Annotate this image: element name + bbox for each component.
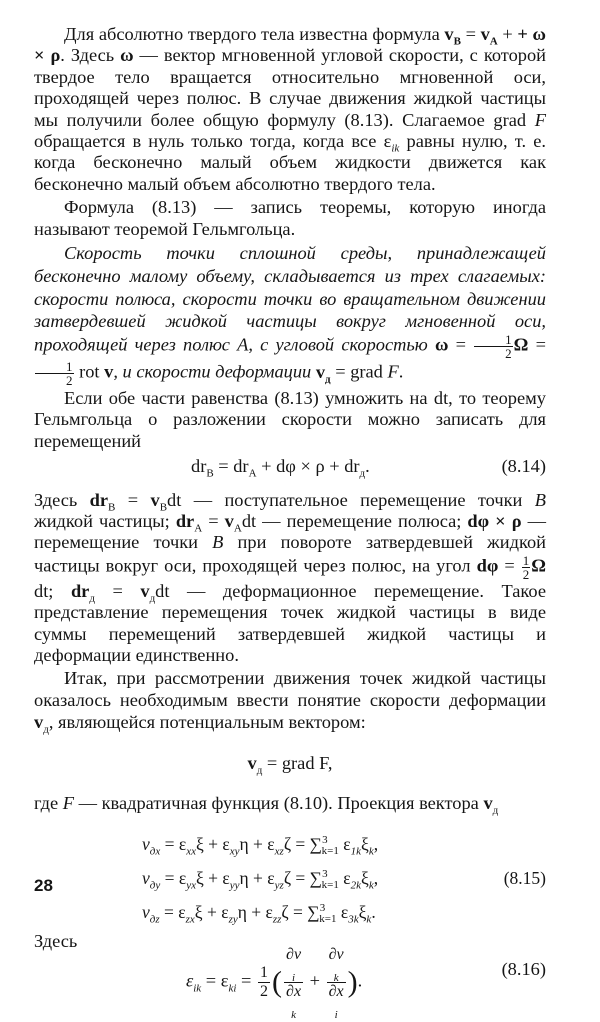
vector-vB: $v_B$: [444, 24, 461, 48]
paragraph-3-italic: Скорость точки сплошной среды, принадлежащей бесконечно малому объему, складывается из трех слагаемых: скорости полюса, скорости точки во вращательном движении затвердевшей жидкой частицы вокруг мгновенной оси, проходящей через полюс A, с угловой скоростью ω = $\frac{1}{2}$ Ω = $\frac{1}{2}$ rot v, и скорости деформации $v_д$ = grad F.: [34, 243, 546, 388]
paragraph-5: Здесь $dr_B = v_Bdt$ — поступательное перемещение точки B жидкой частицы; $dr_A = v_Adt$ — перемещение полюса; dφ × ρ — перемещение точки B при повороте затвердевшей жидкой частицы вокруг оси, проходящей через полюс, на угол dφ = $\frac{1}{2}$ Ω dt; $dr_д = v_дdt$ — деформационное перемещение. Такое представление перемещения точек жидкой частицы в виде суммы перемещений затвердевшей жидкой частицы и деформации единственно.: [34, 489, 546, 666]
equation-8-14: $dr_B = dr_A + d\varphi \times \rho + dr_д$. (8.14): [191, 455, 546, 480]
paragraph-7: где F — квадратичная функция (8.10). Проекция вектора $v_д$: [34, 793, 499, 817]
equation-grad-F: $v_д$ = grad F,: [247, 753, 333, 777]
fraction-half-2: $\frac{1}{2}$: [35, 360, 74, 387]
partial-derivative-1: ∂v $_i$ ∂x $_k$: [286, 946, 302, 1022]
paragraph-1: Для абсолютно твердого тела известна формула $v_B = v_A$ + + ω × ρ. Здесь ω — вектор мгновенной угловой скорости, с которой твердое тело вращается относительно мгновенной оси, проходящей через полюс. В случае движения жидкой частицы мы получили более общую формулу (8.13). Слагаемое grad F обращается в нуль только тогда, когда все $\varepsilon_{ik}$ равны нулю, т. е. когда бесконечно малый объем жидкости движется как бесконечно малый объем абсолютно твердого тела.: [34, 24, 546, 194]
equation-number-8-15: (8.15): [503, 867, 546, 888]
vector-vd: $v_д$: [315, 361, 331, 386]
zdes-label: Здесь: [34, 930, 78, 951]
paragraph-6: Итак, при рассмотрении движения точек жидкой частицы оказалось необходимым ввести понятие скорости деформации $v_д$, являющейся потенциальным вектором:: [34, 668, 546, 736]
paragraph-2: Формула (8.13) — запись теоремы, которую иногда называют теоремой Гельмгольца.: [34, 197, 546, 239]
page-body: [34, 24, 546, 1022]
formula-omega-cross-rho: + ω × ρ: [34, 24, 546, 66]
partial-derivative-2: ∂v $_k$ ∂x $_i$: [328, 946, 344, 1022]
equation-number-8-16: (8.16): [501, 959, 546, 980]
equation-8-15-row: $v_{дy} = \varepsilon_{yx}\xi + \varepsilon_{yy}\eta + \varepsilon_{yz}\zeta = \sum^3_{k=1}$ $\varepsilon_{2k}\xi_k$,: [142, 867, 379, 892]
equation-8-15-row: $v_{дx} = \varepsilon_{xx}\xi + \varepsilon_{xy}\eta + \varepsilon_{xz}\zeta = \sum^3_{k=1}$ $\varepsilon_{1k}\xi_k$,: [142, 833, 379, 858]
equation-number-8-14: (8.14): [501, 455, 546, 476]
fraction-half-3: $\frac{1}{2}$: [522, 552, 530, 582]
vector-vA: $v_A$: [480, 24, 498, 48]
page-number: 28: [34, 876, 53, 895]
fraction-one-half: $\frac{1}{2}$: [260, 964, 269, 1001]
equation-8-15-row: $v_{дz} = \varepsilon_{zx}\xi + \varepsilon_{zy}\eta + \varepsilon_{zz}\zeta = \sum^3_{k=1}$ $\varepsilon_{3k}\xi_k$.: [142, 901, 376, 926]
equation-8-16: $\varepsilon_{ik} = \varepsilon_{ki}$ = $\frac{1}{2}$ ( ∂v $_i$ ∂x $_k$ + ∂v $_k$ ∂x $_i$ ). (8.16): [186, 946, 546, 1022]
paragraph-4: Если обе части равенства (8.13) умножить на dt, то теорему Гельмгольца о разложении скорости можно записать для перемещений: [34, 387, 546, 451]
fraction-half: $\frac{1}{2}$: [474, 333, 513, 360]
equation-8-15: [34, 827, 546, 929]
